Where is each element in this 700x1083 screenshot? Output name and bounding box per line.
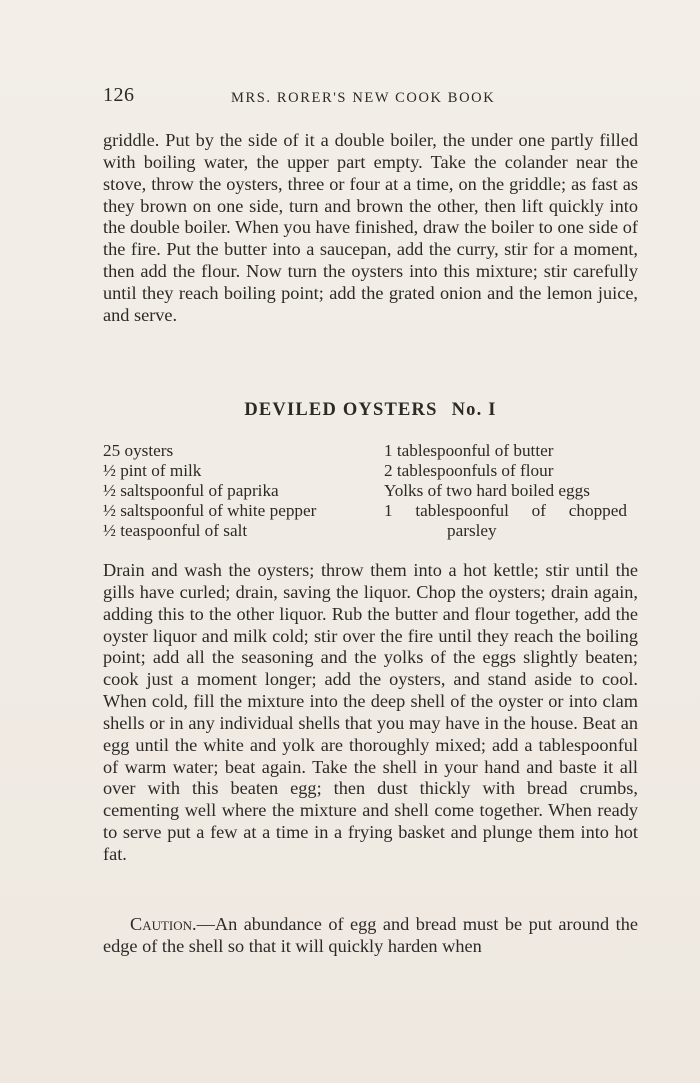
ingredients-right-column [384, 441, 627, 541]
page-header [103, 84, 638, 114]
running-head: MRS. RORER'S NEW COOK BOOK [231, 90, 496, 106]
caution-label: Caution. [130, 914, 197, 934]
ingredient-item: ½ saltspoonful of white pepper [103, 501, 317, 520]
caution-text: —An abundance of egg and bread must be put around the edge of the shell so that it will quickly harden when [103, 914, 638, 956]
recipe-title [103, 400, 638, 421]
ingredient-item: 2 tablespoonfuls of flour [384, 461, 554, 480]
ingredient-item: 1 tablespoonful of butter [384, 441, 554, 460]
ingredients-left-column [103, 441, 368, 541]
ingredient-item: Yolks of two hard boiled eggs [384, 481, 590, 500]
recipe-number: No. I [451, 400, 497, 420]
recipe-directions: Drain and wash the oysters; throw them into a hot kettle; stir until the gills have curled; drain, saving the liquor. Chop the oysters; drain again, adding this to the other liquor. Rub the butter and flour together, add the oyster liquor and milk cold; stir over the fire until they reach the boiling point; add all the seasoning and the yolks of the eggs slightly beaten; cook just a moment longer; add the oysters, and stand aside to cool. When cold, fill the mixture into the deep shell of the oyster or into clam shells or in any individual shells that you may have in the house. Beat an egg until the white and yolk are thoroughly mixed; add a tablespoonful of warm water; beat again. Take the shell in your hand and baste it all over with this beaten egg; then dust thickly with bread crumbs, cementing well where the mixture and shell come together. When ready to serve put a few at a time in a frying basket and plunge them into hot fat. [103, 560, 638, 864]
ingredient-item: ½ pint of milk [103, 461, 202, 480]
ingredient-item: 1 tablespoonful of chopped [384, 501, 627, 520]
caution-paragraph [103, 914, 638, 958]
page-number: 126 [103, 84, 135, 106]
ingredient-item-continued: parsley [447, 521, 497, 540]
recipe-title-text: DEVILED OYSTERS [244, 400, 438, 420]
continuation-paragraph: griddle. Put by the side of it a double boiler, the under one partly filled with boiling water, the upper part empty. Take the colander near the stove, throw the oysters, three or four at a time, on the griddle; as fast as they brown on one side, turn and brown the other, then lift quickly into the double boiler. When you have finished, draw the boiler to one side of the fire. Put the butter into a saucepan, add the curry, stir for a moment, then add the flour. Now turn the oysters into this mixture; stir carefully until they reach boiling point; add the grated onion and the lemon juice, and serve. [103, 130, 638, 325]
ingredient-item: ½ teaspoonful of salt [103, 521, 248, 540]
ingredient-item: ½ saltspoonful of paprika [103, 481, 279, 500]
ingredient-item: 25 oysters [103, 441, 174, 460]
